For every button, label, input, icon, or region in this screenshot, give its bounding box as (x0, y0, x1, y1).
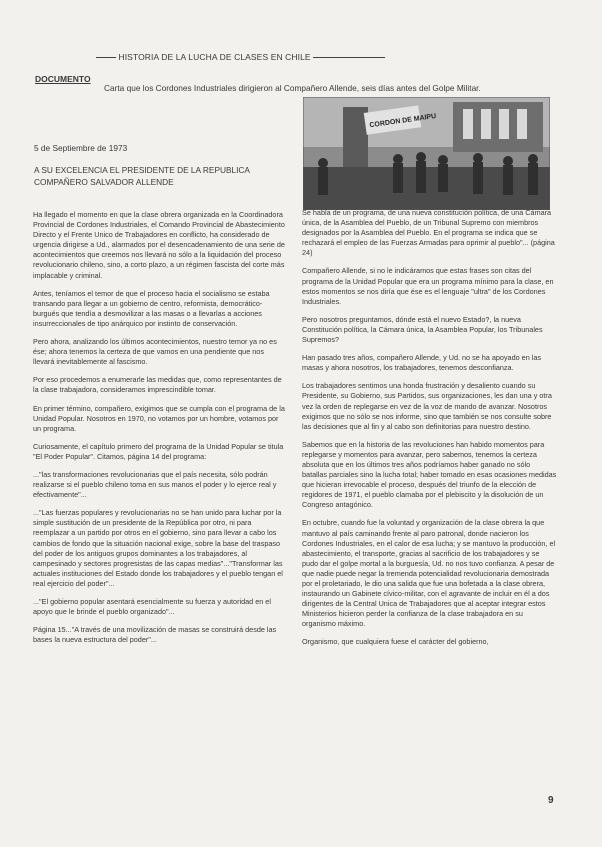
header-rule-right (313, 57, 385, 58)
document-label: DOCUMENTO (35, 74, 91, 84)
paragraph: Pero nosotros preguntamos, dónde está el nuevo Estado?, la nueva Constitución política, la Cámara única, la Asamblea Popular, los Tribunales Supremos? (302, 314, 543, 345)
quote-paragraph: ..."El gobierno popular asentará esencialmente su fuerza y autoridad en el apoyo que le brinde el pueblo organizado"... (33, 597, 271, 617)
right-column (302, 208, 557, 656)
protest-sign-text: CORDON DE MAIPU (369, 112, 437, 130)
letter-date: 5 de Septiembre de 1973 (34, 143, 128, 153)
salutation-line-2: COMPAÑERO SALVADOR ALLENDE (34, 177, 174, 187)
quote-paragraph: ..."Las fuerzas populares y revolucionarias no se han unido para luchar por la simple sustitución de un presidente de la República por otro, ni para reemplazar a un partido por otros en el gobierno, sino para llevar a cabo los cambios de fondo que la situación nacional exige, sobre la base del traspaso del poder de los antiguos grupos dominantes a los trabajadores, al campesinado y sectores progresistas de las capas medias"..."Transformar las actuales instituciones del Estado donde los trabajadores y el pueblo tengan el real ejercicio del poder"... (33, 508, 283, 588)
paragraph: Compañero Allende, si no le indicáramos que estas frases son citas del programa de la Unidad Popular que era un programa mínimo para la clase, en estos momentos se nos diría que ése es el lenguaje "ultra" de los Cordones Industriales. (302, 266, 554, 306)
paragraph: Se habla de un programa, de una nueva constitución política, de una Cámara única, de la Asamblea del Pueblo, de un Tribunal Supremo con miembros designados por la Asamblea del Pueblo. En el programa se indica que se rechazará el empleo de las Fuerzas Armadas para oprimir al pueblo"... (página 24) (302, 208, 555, 258)
paragraph: Han pasado tres años, compañero Allende, y Ud. no se ha apoyado en las masas y ahora nosotros, los trabajadores, tenemos desconfianza. (302, 353, 542, 373)
quote-paragraph: Página 15..."A través de una movilización de masas se construirá desde las bases la nueva estructura del poder"... (33, 625, 277, 645)
paragraph: Antes, teníamos el temor de que el proceso hacia el socialismo se estaba transando para llegar a un gobierno de centro, reformista, democrático-burgués que tendía a desmovilizar a las masas o a llevarlas a acciones insurreccionales de tipo anárquico por instinto de conservación. (33, 288, 270, 328)
paragraph: Pero ahora, analizando los últimos acontecimientos, nuestro temor ya no es ése; ahora tenemos la certeza de que vamos en una pendiente que nos llevará inevitablemente al fascismo. (33, 337, 277, 367)
paragraph: Organismo, que cualquiera fuese el carácter del gobierno, (302, 637, 489, 647)
paragraph: En primer término, compañero, exigimos que se cumpla con el programa de la Unidad Popular. Nosotros en 1970, no votamos por un hombre, votamos por un programa. (33, 403, 285, 433)
left-column (33, 210, 286, 653)
running-header (96, 52, 386, 62)
document-subtitle: Carta que los Cordones Industriales dirigieron al Compañero Allende, seis días antes del Golpe Militar. (104, 83, 481, 93)
page-number: 9 (548, 795, 554, 806)
letter-salutation (34, 164, 250, 188)
paragraph: Los trabajadores sentimos una honda frustración y desaliento cuando su Presidente, su Gobierno, sus Partidos, sus organizaciones, les dan una y otra vez la orden de replegarse en vez de la voz de mando de avanzar. Nosotros exigimos que no sólo se nos informe, sino que también se nos consulte sobre las decisiones que al fin y al cabo son definitorias para nuestro destino. (302, 381, 552, 431)
header-title: HISTORIA DE LA LUCHA DE CLASES EN CHILE (118, 52, 311, 62)
salutation-line-1: A SU EXCELENCIA EL PRESIDENTE DE LA REPUBLICA (34, 165, 250, 175)
paragraph: Sabemos que en la historia de las revoluciones han habido momentos para replegarse y momentos para avanzar, pero sabemos, tenemos la certeza absoluta que en los últimos tres años podríamos haber ganado no sólo batallas parciales sino la lucha total; haber tomado en esas ocasiones medidas que hicieran irrevocable el proceso, después del triunfo de la elección de regidores de 1971, el pueblo clamaba por el plebiscito y la disolución de un Congreso antagónico. (302, 439, 557, 510)
quote-paragraph: ..."las transformaciones revolucionarias que el país necesita, sólo podrán realizarse si el pueblo chileno toma en sus manos el poder y lo ejerce real y efectivamente"... (33, 469, 277, 500)
header-rule-left (96, 57, 116, 58)
protest-photo (303, 97, 550, 210)
paragraph: Ha llegado el momento en que la clase obrera organizada en la Coordinadora Provincial de Cordones Industriales, el Comando Provincial de Abastecimiento Directo y el Frente Unico de Trabajadores en conflicto, ha considerado de urgencia dirigirse a Ud., alarmados por el desencadenamiento de una serie de acontecimientos que creemos nos llevará no sólo a la liquidación del proceso revolucionario chileno, sino, a corto plazo, a un régimen fascista del corte más implacable y criminal. (33, 210, 285, 280)
paragraph: Por eso procedemos a enumerarle las medidas que, como representantes de la clase trabajadora, consideramos imprescindible tomar. (33, 375, 282, 395)
paragraph: En octubre, cuando fue la voluntad y organización de la clase obrera la que mantuvo al país caminando frente al paro patronal, donde nacieron los Cordones Industriales, en el calor de esa lucha; y se mantuvo la producción, el abastecimiento, el transporte, gracias al sacrificio de los trabajadores y se pudo dar el golpe mortal a la burguesía, Ud. no nos tuvo confianza. A pesar de que nadie puede negar la tremenda potencialidad revolucionaria demostrada por el proletariado, le dio una salida que fue una bofetada a la clase obrera, instaurando un Gabinete cívico-militar, con el agravante de incluir en él a dos dirigentes de la Central Unica de Trabajadores que al aceptar integrar estos Ministerios hicieron perder la confianza de la clase trabajadora en su organismo máximo. (302, 518, 556, 629)
paragraph: Curiosamente, el capítulo primero del programa de la Unidad Popular se titula "El Poder Popular". Citamos, página 14 del programa: (33, 441, 284, 461)
